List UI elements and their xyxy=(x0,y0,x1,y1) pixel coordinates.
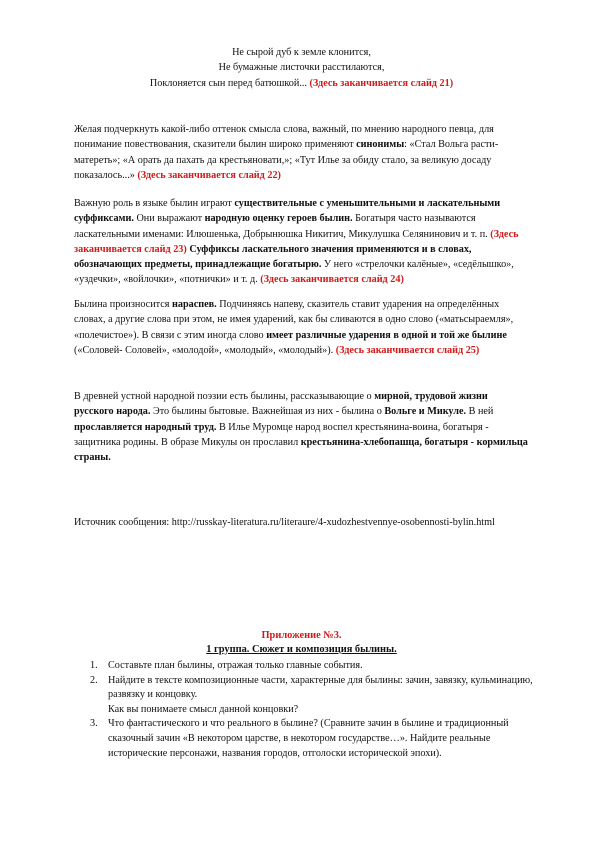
list-item-text: Составьте план былины, отражая только главные события. xyxy=(108,660,363,671)
para1-bold-synonyms: синонимы xyxy=(356,139,405,151)
appendix-title: Приложение №3. xyxy=(261,630,342,641)
list-item-number: 1. xyxy=(90,660,98,671)
list-item-number: 3. xyxy=(90,718,98,730)
para3-text-a: Былина произносится xyxy=(74,299,172,310)
paragraph-everyday-bylinas xyxy=(74,389,529,465)
poem-line-2: Не бумажные листочки расстилаются, xyxy=(218,62,385,74)
list-item xyxy=(90,674,540,718)
para2-text-d: У него «стрелочки калёные», «седёлышко», «уздечки», «войлочки», «потнички» и т. д. xyxy=(74,259,514,286)
poem-line-1: Не сырой дуб к земле клонится, xyxy=(232,47,371,58)
para1-text-a: Желая подчеркнуть какой-либо оттенок смысла слова, важный, по мнению народного певца, для понимание повествования, сказители былин широко применяют xyxy=(74,124,494,151)
para4-text-c: В ней xyxy=(466,406,494,418)
source-url[interactable]: http://russkay-literatura.ru/literaure/4-xudozhestvennye-osobennosti-bylin.html xyxy=(171,517,495,528)
para1-text-b: : «Стал Вольга расти-матереть»; «А орать да пахать да крестьяновати,»; «Тут Илье за обиду стало, за великую досаду показалось...» xyxy=(74,139,499,181)
group-heading xyxy=(74,644,529,655)
list-item-number: 2. xyxy=(90,674,98,686)
poem-line-3 xyxy=(74,76,529,91)
slide-23-marker: (Здесь заканчивается слайд 23) xyxy=(74,228,519,255)
para2-text-c: Богатыря часто называются ласкательными именами: Илюшенька, Добрынюшка Никитич, Микулушка Селянинович и т. п. xyxy=(74,213,491,240)
para3-text-b: Подчиняясь напеву, сказитель ставит ударения на определённых словах, а другие слова при этом, не имея ударений, как бы сливаются в одно слово («матьсыраемля», «полечистое»). В связи с этим иногда слово xyxy=(74,299,514,341)
para2-bold-b: народную оценку героев былин. xyxy=(204,213,353,225)
poem-excerpt xyxy=(74,45,529,91)
source-label: Источник сообщения: xyxy=(74,517,172,528)
para3-text-c: («Соловей- Соловей», «молодой», «молодый», «молодый»). xyxy=(74,344,336,356)
group-title: группа. Сюжет и композиция былины. xyxy=(211,644,397,655)
paragraph-suffixes xyxy=(74,196,529,288)
para2-bold-c: Суффиксы ласкательного значения применяются и в словах, обозначающих предметы, принадлежащие богатырю. xyxy=(74,243,472,271)
para4-bold-c: прославляется народный труд. xyxy=(74,421,217,433)
para2-text-a: Важную роль в языке былин играют xyxy=(74,198,235,209)
paragraph-synonyms xyxy=(74,122,529,183)
para4-bold-b: Вольге и Микуле. xyxy=(384,406,467,418)
list-item xyxy=(90,659,540,674)
para3-bold-a: нараспев. xyxy=(171,299,217,310)
paragraph-chant xyxy=(74,297,529,358)
poem-line-3-text: Поклоняется сын перед батюшкой... xyxy=(149,77,307,89)
slide-24-marker: (Здесь заканчивается слайд 24) xyxy=(260,274,404,286)
para2-bold-a: существительные с уменьшительными и ласкательными суффиксами. xyxy=(74,198,501,225)
list-item xyxy=(90,717,540,761)
para4-text-d: В Илье Муромце народ воспел крестьянина-воина, богатыря - защитника родины. В образе Микулы он прославил xyxy=(74,421,489,448)
para4-text-a: В древней устной народной поэзии есть былины, рассказывающие о xyxy=(74,391,375,402)
list-item-text: Найдите в тексте композиционные части, характерные для былины: зачин, завязку, кульминацию, развязку и концовку. xyxy=(108,674,533,701)
slide-21-marker: (Здесь заканчивается слайд 21) xyxy=(309,77,454,89)
list-item-text: Что фантастического и что реального в былине? (Сравните зачин в былине и традиционный сказочный зачин «В некотором царстве, в некотором государстве…». Найдите реальные исторические персонажи, названия городов, отголоски исторической эпохи). xyxy=(108,718,509,759)
task-list xyxy=(90,659,540,761)
para2-text-b: Они выражают xyxy=(133,213,205,225)
para3-bold-b: имеет различные ударения в одной и той же былине xyxy=(266,329,507,341)
para4-bold-a: мирной, трудовой жизни русского народа. xyxy=(74,391,488,418)
list-item-extra: Как вы понимаете смысл данной концовки? xyxy=(108,703,299,715)
para4-bold-d: крестьянина-хлебопашца, богатыря - кормильца страны. xyxy=(74,436,528,464)
group-number: 1 xyxy=(206,644,212,655)
slide-25-marker: (Здесь заканчивается слайд 25) xyxy=(335,344,480,356)
para4-text-b: Это былины бытовые. Важнейшая из них - былина о xyxy=(150,406,385,418)
source-note xyxy=(74,515,529,530)
slide-22-marker: (Здесь заканчивается слайд 22) xyxy=(137,169,281,181)
